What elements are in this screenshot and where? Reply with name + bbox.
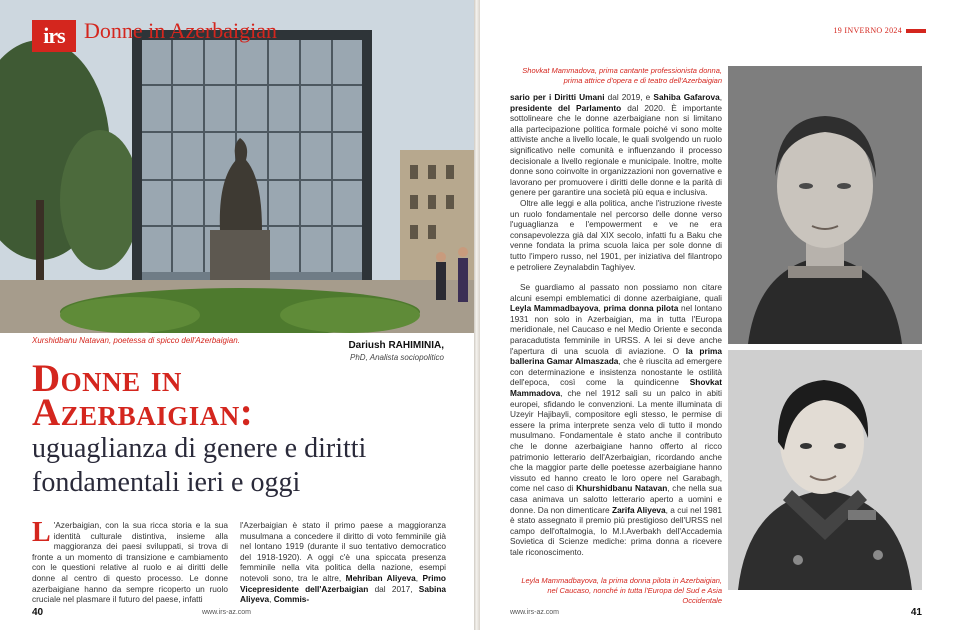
right-page [480, 0, 954, 630]
left-column-2 [240, 520, 446, 605]
rc-bold: sario per i Diritti Umani [510, 92, 605, 102]
rc-text: , [598, 303, 604, 314]
rc-paragraph-2: Oltre alle leggi e alla politica, anche l'istruzione riveste un ruolo fondamentale nel percorso delle donne verso l'uguaglianza e l'empowerment e ve ne era consapevolezza già dal XIX secolo, infatti fu a Baku che venne fondata la prima scuola laica per sole donne di tutto l'impero russo, nel 1901, per iniziativa del filantropo e petroliere Zeynalabdin Taghiyev. [510, 197, 722, 272]
rc-text: Se guardiamo al passato non possiamo non citare alcuni esempi emblematici di donne azerbaigiane, quali [510, 282, 722, 303]
rc-paragraph-3 [510, 282, 722, 557]
page-number-left: 40 [32, 607, 44, 618]
photo-caption: Xurshidbanu Natavan, poetessa di spicco dell'Azerbaigian. [32, 336, 240, 345]
rc-text: , [719, 92, 723, 102]
rc-text: dal 2019, e [604, 92, 654, 102]
portrait-leyla-mammadbayova [728, 350, 922, 590]
caption-top: Shovkat Mammadova, prima cantante professionista donna, prima attrice d'opera e di teatro dell'Azerbaigian [522, 66, 722, 85]
author-name: Dariush RAHIMINIA, [348, 340, 444, 351]
col2-text: , [269, 594, 274, 605]
portrait-2-illustration [728, 350, 922, 590]
issue-date: 19 INVERNO 2024 [833, 26, 902, 35]
rc-text: dal 2020. È importante sottolineare che le donne azerbaigiane non si limitano alla partecipazione politica formale poiché vi sono molte attiviste anche a livello locale, le quali svolgendo un ruolo significativo nelle comunità e influenzando il processo decisionale a livello regionale e municipale. Inoltre, molte donne sono coinvolte in organizzazioni non governative e lavorano per promuovere i diritti delle donne e la parità di genere per garantire una società più equa e inclusiva. [510, 102, 722, 198]
rc-text: , a cui nel 1981 è stato assegnato il premio più prestigioso dell'URSS nel campo dell'oftalmogia, lo M.I.Averbakh dell'Accademia Sovietica di Scienze mediche: prima donna a ricevere tale riconoscimento. [510, 504, 723, 557]
dropcap: L [32, 517, 51, 548]
header-accent-bar [906, 29, 926, 33]
page-number-right: 41 [910, 607, 922, 618]
rc-bold: Sahiba Gafarova [653, 92, 720, 102]
rc-text: nel lontano 1931 non solo in Azerbaigian, ma in tutta l'Europa meridionale, nel Caucaso e nel Medio Oriente e seconda paracadutista femminile in URSS. A lei si deve anche l'apertura di una scuola di aviazione. O [510, 303, 723, 356]
rc-text: , che nel 1912 salì su un palco in abiti europei, sfidando le convenzioni. La mente illuminata di Uzeyir Hajibayli, compositore egli stesso, le permise di essere la prima interprete senza velo di tutto il mondo musulmano. Fondamentale è stato anche il contributo che le donne azerbaigiane hanno offerto al ricco patrimonio letterario dell'Azerbaigian, ricordando anche che la maggior parte delle poetesse azerbaigiane hanno vissuto ed hanno creato le loro opere nel Garabagh, come nel caso di [510, 388, 722, 494]
left-page [0, 0, 474, 630]
col1-text: 'Azerbaigian, con la sua ricca storia e la sua identità culturale distintiva, insieme alla maggioranza dei paesi sviluppati, si trova di fronte a un momento di transizione e cambiamento con le questioni relative al ruolo e ai diritti delle donne al centro di questo processo. Le donne azerbaigiane hanno da sempre ricoperto un ruolo cruciale nel plasmare il futuro del paese, infatti [32, 520, 228, 605]
site-url-left: www.irs-az.com [202, 609, 252, 616]
section-title: Donne in Azerbaigian [84, 18, 278, 43]
caption-bottom: Leyla Mammadbayova, la prima donna pilota in Azerbaigian, nel Caucaso, nonché in tutta l'Europa del Sud e Asia Occidentale [521, 576, 722, 605]
left-column-1 [32, 517, 228, 605]
portrait-shovkat-mammadova [728, 66, 922, 344]
col2-bold: Commis- [273, 594, 310, 605]
irs-logo: irs [32, 20, 76, 52]
col2-bold: Primo Vicepresidente dell'Azerbaigian [240, 572, 446, 594]
site-url-right: www.irs-az.com [510, 609, 560, 616]
col2-text: , [415, 572, 423, 583]
rc-bold: Zarifa Aliyeva [612, 504, 666, 515]
rc-text: , che è riuscita ad emergere con determinazione e insistenza nonostante le ostilità dell'epoca, così come la quindicenne [510, 356, 722, 388]
col2-text: dal 2017, [368, 583, 419, 594]
author-block [348, 340, 444, 362]
col2-bold: Sabina Aliyeva [240, 583, 447, 605]
rc-bold: presidente del Parlamento [510, 102, 622, 113]
col2-bold: Mehriban Aliyeva [345, 572, 416, 583]
rc-bold: la prima ballerina Gamar Almaszada [510, 345, 722, 367]
headline-main-1: Donne in [32, 357, 182, 400]
rc-bold: Shovkat Mammadova [510, 377, 722, 399]
right-column [510, 92, 722, 558]
rc-bold: Khurshidbanu Natavan [576, 483, 668, 494]
author-role: PhD, Analista sociopolitico [350, 353, 444, 362]
portrait-1-illustration [728, 66, 922, 344]
col2-text: l'Azerbaigian è stato il primo paese a maggioranza musulmana a concedere il diritto di voto femminile già nel lontano 1919 (durante il suo tentativo democratico del 1918-1920). A oggi c'è una spiccata presenza femminile nella vita politica della nazione, esempi notevoli sono, tra le altre, [240, 520, 446, 583]
rc-bold: Leyla Mammadbayova [510, 303, 599, 314]
rc-bold: prima donna pilota [603, 303, 679, 314]
rc-text: , che nella sua casa animava un salotto letterario aperto a uomini e donne. Da non dimenticare [510, 483, 722, 515]
headline-sub-1: uguaglianza di genere e diritti [32, 433, 367, 464]
headline-sub-2: fondamentali ieri e oggi [32, 467, 301, 498]
headline-main-2: Azerbaigian: [32, 391, 254, 434]
